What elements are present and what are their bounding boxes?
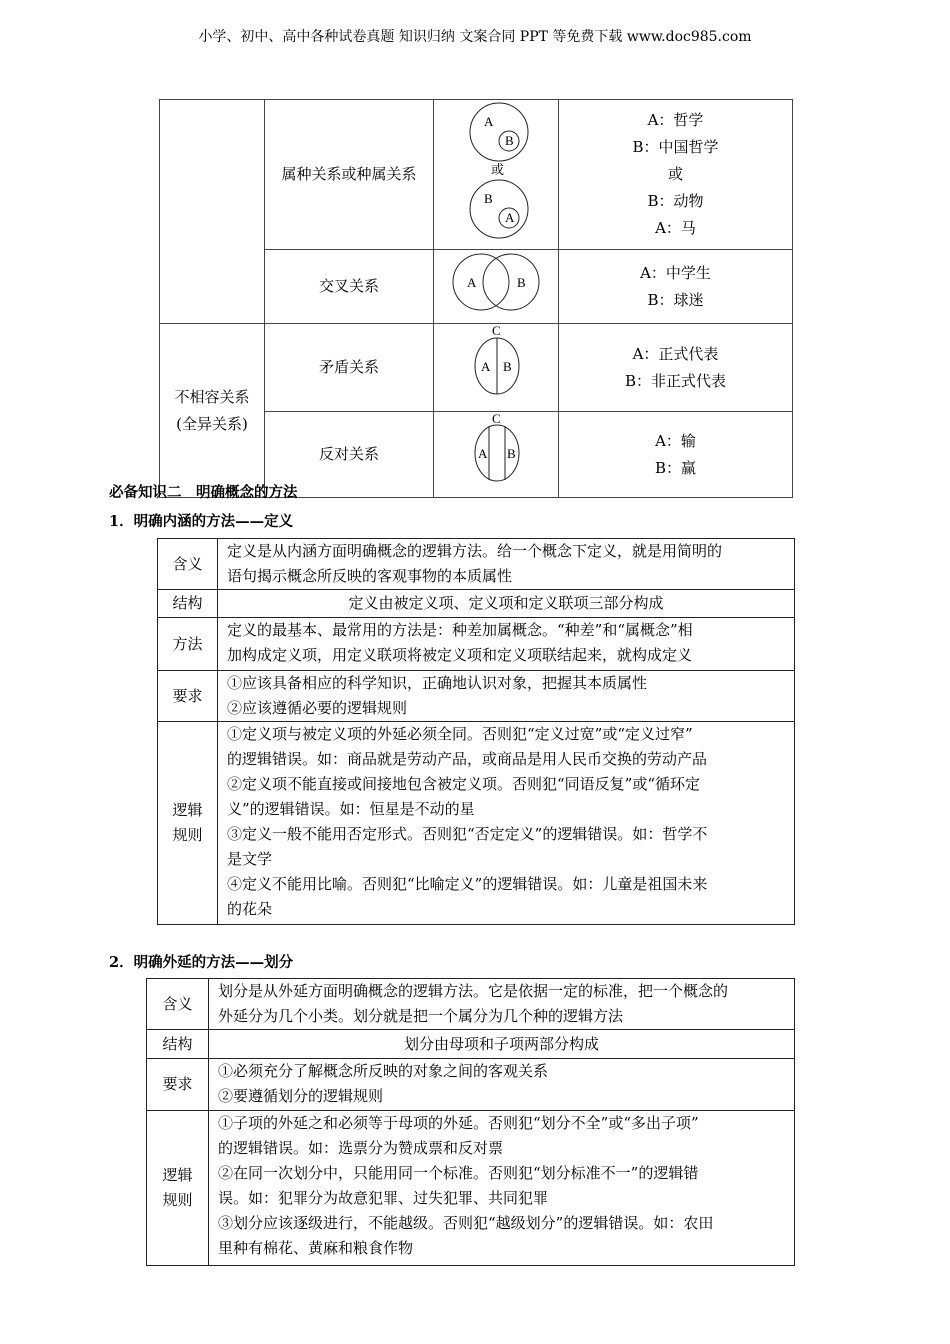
table-row [158, 618, 795, 671]
svg-text:C: C [492, 412, 501, 426]
svg-text:C: C [492, 324, 501, 338]
table-row [158, 539, 795, 590]
table-row [147, 979, 795, 1030]
row-label: 结构 [147, 1030, 209, 1059]
subsection-heading-division: 2．明确外延的方法——划分 [109, 954, 294, 971]
relation-examples: A：输 B：赢 [559, 412, 793, 498]
svg-text:B: B [484, 191, 493, 206]
table-row [158, 671, 795, 722]
table-row [147, 1059, 795, 1111]
row-label: 逻辑 规则 [158, 722, 218, 925]
subsection-heading-definition: 1．明确内涵的方法——定义 [109, 513, 294, 530]
svg-text:A: A [481, 359, 491, 374]
row-label: 要求 [147, 1059, 209, 1111]
row-label: 含义 [158, 539, 218, 590]
definition-table [157, 538, 795, 925]
row-content: ①应该具备相应的科学知识，正确地认识对象，把握其本质属性 ②应该遵循必要的逻辑规则 [218, 671, 795, 722]
svg-text:B: B [503, 359, 512, 374]
table-row [160, 324, 793, 412]
relation-name: 属种关系或种属关系 [265, 100, 434, 250]
section-heading: 必备知识二 明确概念的方法 [109, 484, 298, 501]
intersection-diagram [434, 250, 559, 324]
row-content: ①定义项与被定义项的外延必须全同。否则犯“定义过宽”或“定义过窄” 的逻辑错误。如：商品就是劳动产品，或商品是用人民币交换的劳动产品 ②定义项不能直接或间接地包含被定义项。否则犯“同语反复”或“循环定 义”的逻辑错误。如：恒星是不动的星 ③定义一般不能用否定形式。否则犯“否定定义”的逻辑错误。如：哲学不 是文学 ④定义不能用比喻。否则犯“比喻定义”的逻辑错误。如：儿童是祖国未来 的花朵 [218, 722, 795, 925]
row-content: 定义的最基本、最常用的方法是：种差加属概念。“种差”和“属概念”相 加构成定义项，用定义联项将被定义项和定义项联结起来，就构成定义 [218, 618, 795, 671]
row-content: 划分由母项和子项两部分构成 [209, 1030, 795, 1059]
genus-species-diagram [434, 100, 559, 250]
table-row [158, 590, 795, 618]
row-content: 定义是从内涵方面明确概念的逻辑方法。给一个概念下定义，就是用简明的 语句揭示概念所反映的客观事物的本质属性 [218, 539, 795, 590]
contrary-diagram [434, 412, 559, 498]
relation-name: 反对关系 [265, 412, 434, 498]
relation-examples: A：中学生 B：球迷 [559, 250, 793, 324]
table-row [158, 722, 795, 925]
relation-examples: A：哲学 B：中国哲学 或 B：动物 A：马 [559, 100, 793, 250]
relation-name: 矛盾关系 [265, 324, 434, 412]
table-row [160, 100, 793, 250]
row-label: 含义 [147, 979, 209, 1030]
row-content: 划分是从外延方面明确概念的逻辑方法。它是依据一定的标准，把一个概念的 外延分为几个小类。划分就是把一个属分为几个种的逻辑方法 [209, 979, 795, 1030]
contradictory-diagram [434, 324, 559, 412]
relation-name: 交叉关系 [265, 250, 434, 324]
svg-text:或: 或 [491, 163, 505, 178]
svg-text:B: B [517, 275, 526, 290]
table-row [147, 1111, 795, 1266]
svg-text:A: A [478, 446, 488, 461]
svg-text:A: A [484, 114, 494, 129]
row-content: 定义由被定义项、定义项和定义联项三部分构成 [218, 590, 795, 618]
svg-text:A: A [505, 210, 515, 225]
compatible-group-cell [160, 100, 265, 324]
row-label: 方法 [158, 618, 218, 671]
row-label: 结构 [158, 590, 218, 618]
incompatible-group-cell: 不相容关系 (全异关系) [160, 324, 265, 498]
svg-text:A: A [467, 275, 477, 290]
row-content: ①子项的外延之和必须等于母项的外延。否则犯“划分不全”或“多出子项” 的逻辑错误。如：选票分为赞成票和反对票 ②在同一次划分中，只能用同一个标准。否则犯“划分标准不一”的逻辑错 误。如：犯罪分为故意犯罪、过失犯罪、共同犯罪 ③划分应该逐级进行，不能越级。否则犯“越级划分”的逻辑错误。如：农田 里种有棉花、黄麻和粮食作物 [209, 1111, 795, 1266]
page-header: 小学、初中、高中各种试卷真题 知识归纳 文案合同 PPT 等免费下载 www.doc985.com [198, 29, 752, 45]
division-table [146, 978, 795, 1266]
relation-examples: A：正式代表 B：非正式代表 [559, 324, 793, 412]
row-label: 逻辑 规则 [147, 1111, 209, 1266]
row-label: 要求 [158, 671, 218, 722]
table-row [147, 1030, 795, 1059]
row-content: ①必须充分了解概念所反映的对象之间的客观关系 ②要遵循划分的逻辑规则 [209, 1059, 795, 1111]
svg-text:B: B [505, 133, 514, 148]
svg-text:B: B [507, 446, 516, 461]
concept-relations-table [159, 99, 793, 498]
